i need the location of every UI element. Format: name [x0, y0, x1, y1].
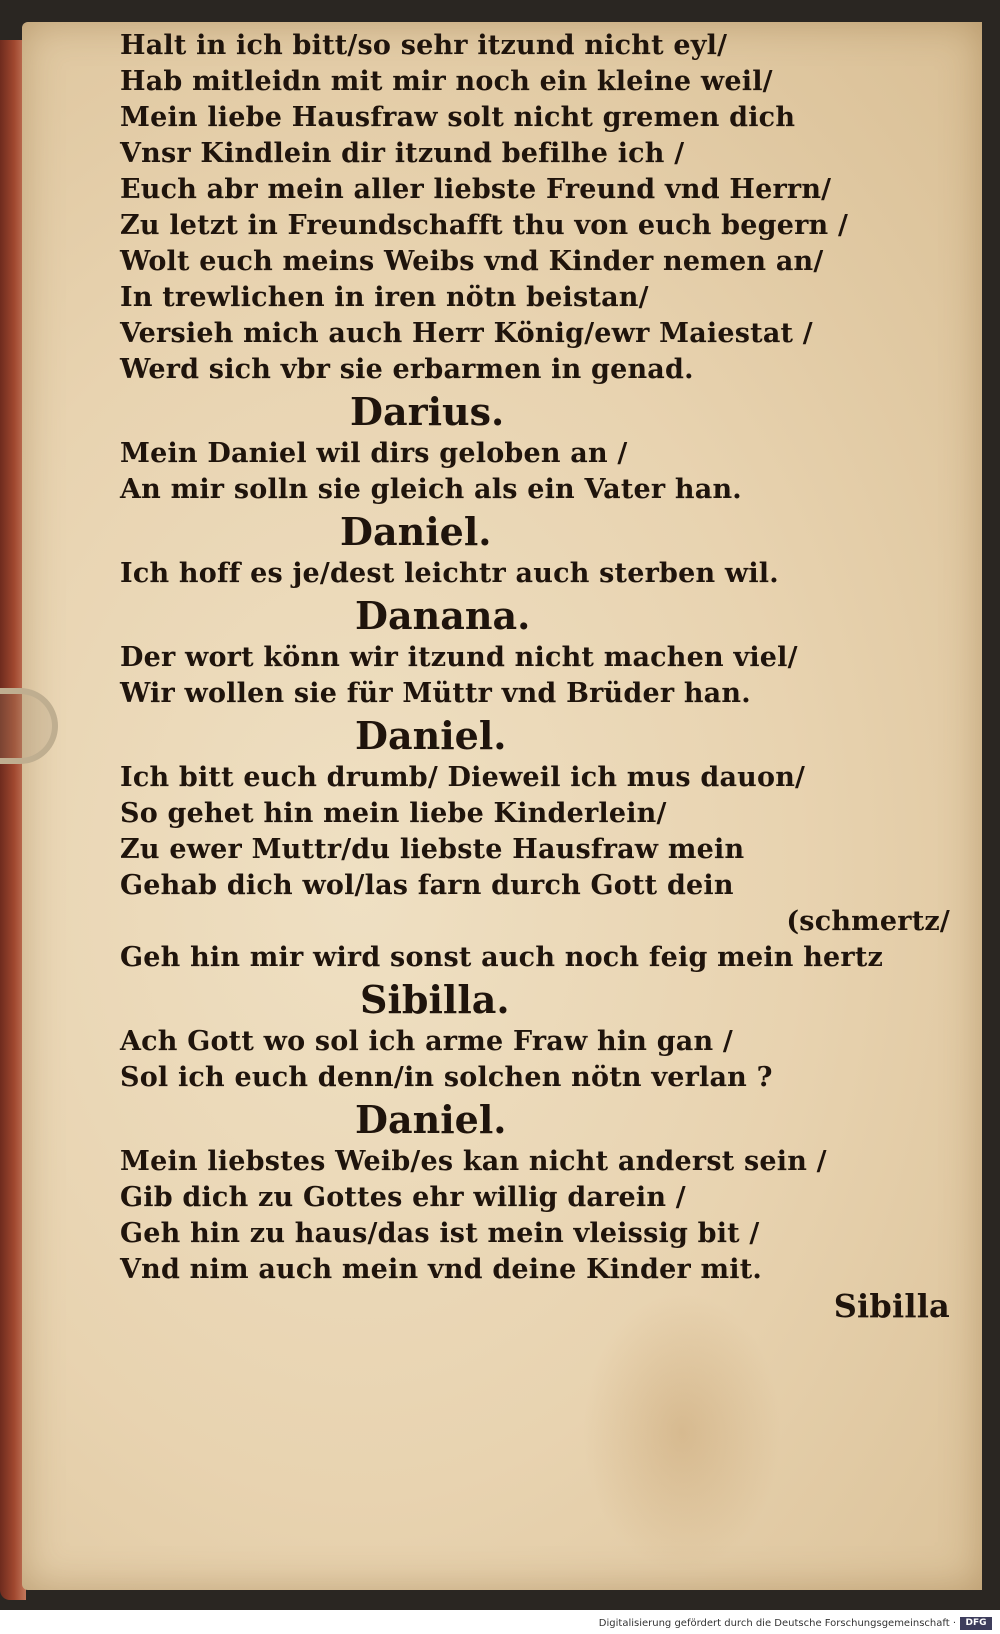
speaker-heading-darius: Darius. [350, 389, 505, 434]
page-text [120, 28, 950, 1324]
footer-credit: Digitalisierung gefördert durch die Deutsche Forschungsgemeinschaft · [598, 1618, 956, 1629]
verse-line: So gehet hin mein liebe Kinderlein/ [120, 798, 667, 829]
verse-line: Mein liebe Hausfraw solt nicht gremen dich [120, 102, 796, 133]
verse-line: In trewlichen in iren nötn beistan/ [120, 282, 649, 313]
verse-line: An mir solln sie gleich als ein Vater han. [120, 474, 742, 505]
verse-line: Wir wollen sie für Müttr vnd Brüder han. [120, 678, 751, 709]
verse-line: Ich bitt euch drumb/ Dieweil ich mus dauon/ [120, 762, 806, 793]
speaker-heading-daniel: Daniel. [355, 1097, 507, 1142]
verse-line: Ich hoff es je/dest leichtr auch sterben wil. [120, 558, 779, 589]
catchword: Sibilla [833, 1287, 950, 1325]
verse-line: Gib dich zu Gottes ehr willig darein / [120, 1182, 686, 1213]
verse-line: Halt in ich bitt/so sehr itzund nicht eyl/ [120, 30, 728, 61]
verse-line: Euch abr mein aller liebste Freund vnd Herrn/ [120, 174, 832, 205]
speaker-heading-danana: Danana. [355, 593, 531, 638]
verse-line: Mein liebstes Weib/es kan nicht anderst sein / [120, 1146, 827, 1177]
verse-line: Mein Daniel wil dirs geloben an / [120, 438, 628, 469]
verse-line: Vnsr Kindlein dir itzund befilhe ich / [120, 138, 685, 169]
verse-turnover: (schmertz/ [786, 906, 950, 937]
verse-line: Zu ewer Muttr/du liebste Hausfraw mein [120, 834, 745, 865]
verse-line: Sol ich euch denn/in solchen nötn verlan ? [120, 1062, 773, 1093]
verse-line: Gehab dich wol/las farn durch Gott dein [120, 870, 734, 901]
speaker-heading-sibilla: Sibilla. [360, 977, 510, 1022]
verse-line: Geh hin mir wird sonst auch noch feig mein hertz [120, 942, 884, 973]
footer [0, 1614, 1000, 1634]
verse-line: Geh hin zu haus/das ist mein vleissig bit / [120, 1218, 760, 1249]
verse-line: Hab mitleidn mit mir noch ein kleine weil/ [120, 66, 773, 97]
verse-line: Zu letzt in Freundschafft thu von euch begern / [120, 210, 849, 241]
speaker-heading-daniel: Daniel. [355, 713, 507, 758]
verse-line: Versieh mich auch Herr König/ewr Maiestat / [120, 318, 813, 349]
dfg-logo: DFG [960, 1617, 992, 1630]
verse-line: Wolt euch meins Weibs vnd Kinder nemen an/ [120, 246, 824, 277]
verse-line: Vnd nim auch mein vnd deine Kinder mit. [120, 1254, 762, 1285]
water-stain [582, 1292, 782, 1572]
verse-line: Der wort könn wir itzund nicht machen viel/ [120, 642, 798, 673]
verse-line: Ach Gott wo sol ich arme Fraw hin gan / [120, 1026, 733, 1057]
speaker-heading-daniel: Daniel. [340, 509, 492, 554]
verse-line: Werd sich vbr sie erbarmen in genad. [120, 354, 694, 385]
